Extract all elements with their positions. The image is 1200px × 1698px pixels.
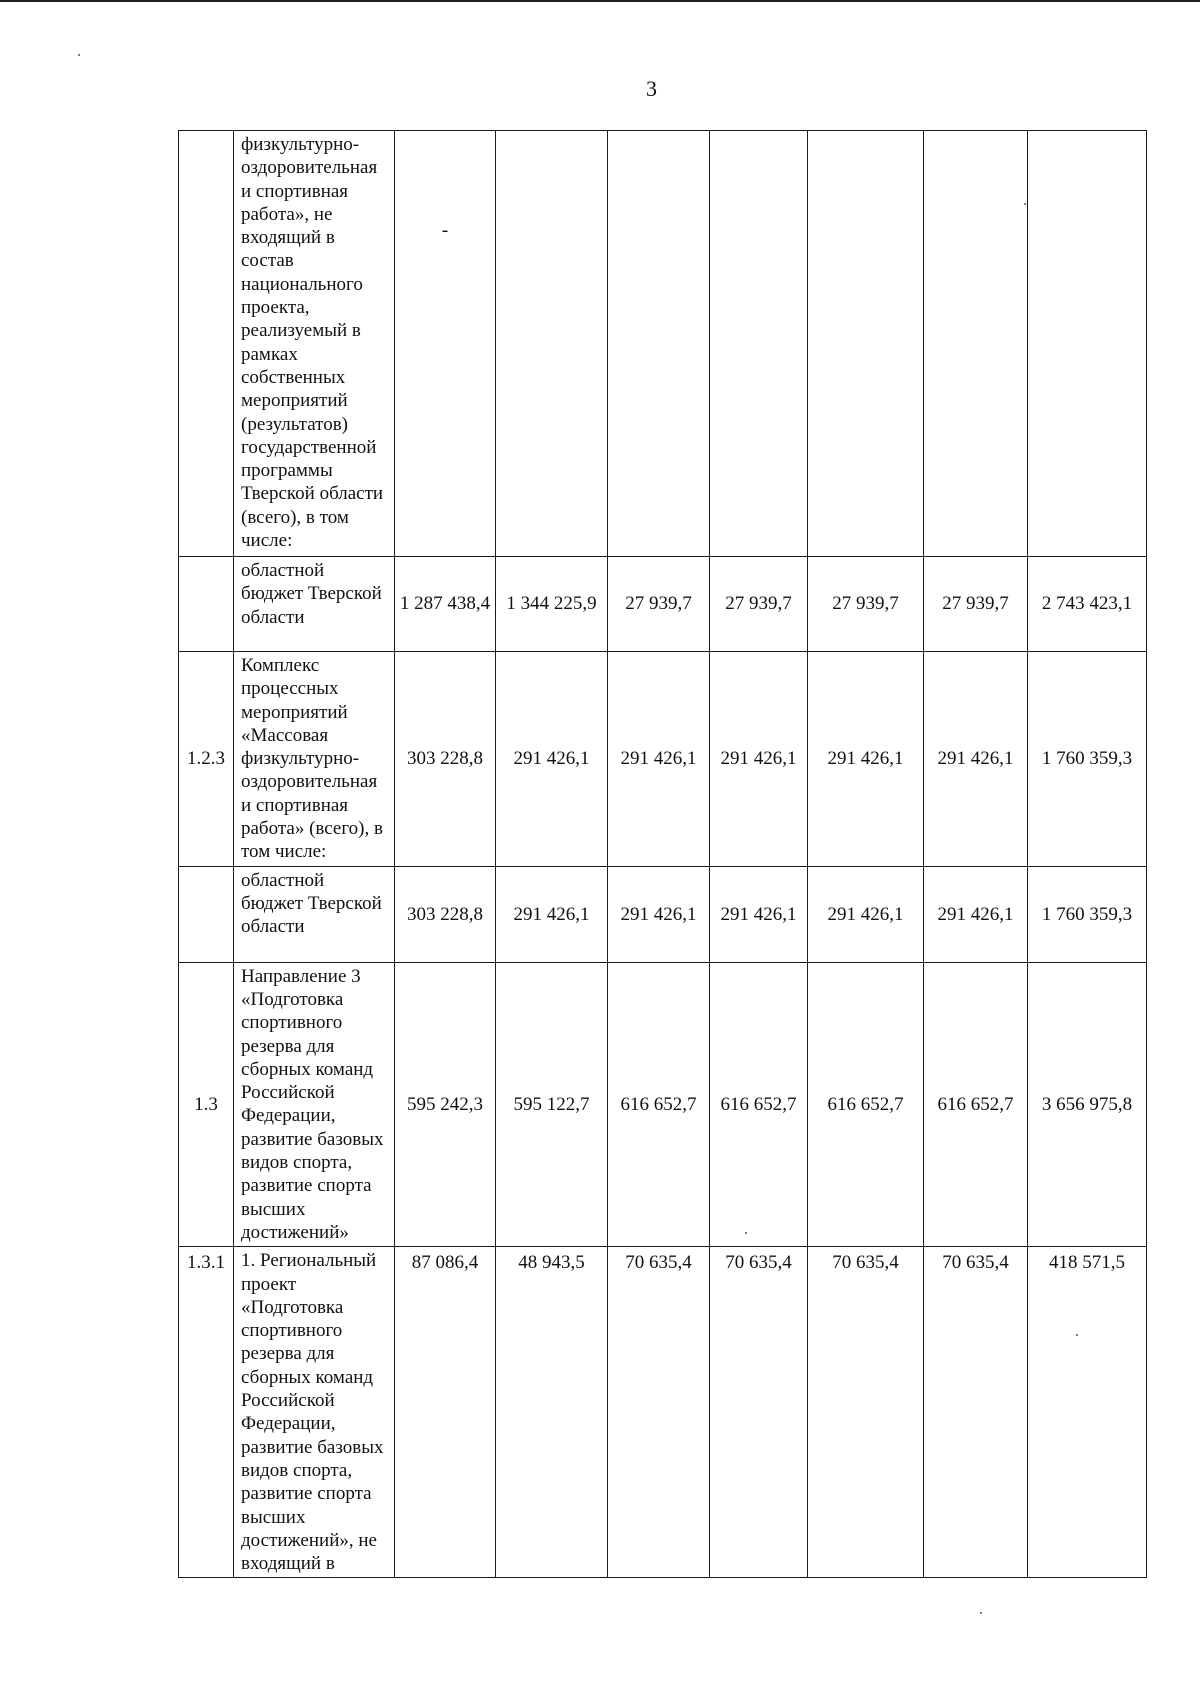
value-cell: 1 344 225,9 xyxy=(496,557,608,652)
row-code xyxy=(179,866,234,962)
value-cell: 291 426,1 xyxy=(496,866,608,962)
row-code: 1.3.1 xyxy=(179,1247,234,1578)
value-cell: 70 635,4 xyxy=(924,1247,1028,1578)
value-cell: 291 426,1 xyxy=(608,866,710,962)
value-cell: 291 426,1 xyxy=(710,652,808,867)
value-cell: 291 426,1 xyxy=(496,652,608,867)
table-row xyxy=(179,131,1147,557)
value-cell: 616 652,7 xyxy=(710,962,808,1247)
value-cell xyxy=(395,131,496,557)
scan-speck xyxy=(78,54,80,56)
value-cell: 27 939,7 xyxy=(808,557,924,652)
budget-table xyxy=(178,130,1147,1578)
row-code: 1.2.3 xyxy=(179,652,234,867)
table-row xyxy=(179,962,1147,1247)
row-name: 1. Региональный проект «Подготовка спортивного резерва для сборных команд Российской Федерации, развитие базовых видов спорта, развитие спорта высших достижений», не входящий в xyxy=(234,1247,395,1578)
table-row xyxy=(179,652,1147,867)
row-code: 1.3 xyxy=(179,962,234,1247)
value-cell: 616 652,7 xyxy=(924,962,1028,1247)
value-cell: 291 426,1 xyxy=(924,652,1028,867)
value-cell: 48 943,5 xyxy=(496,1247,608,1578)
row-name: Комплекс процессных мероприятий «Массовая физкультурно-оздоровительная и спортивная работа» (всего), в том числе: xyxy=(234,652,395,867)
scan-speck xyxy=(980,1612,982,1614)
value-cell: 291 426,1 xyxy=(808,866,924,962)
value-cell xyxy=(608,131,710,557)
row-name: областной бюджет Тверской области xyxy=(234,866,395,962)
value-cell: 70 635,4 xyxy=(608,1247,710,1578)
value-cell: 27 939,7 xyxy=(924,557,1028,652)
row-name: областной бюджет Тверской области xyxy=(234,557,395,652)
value-cell: 1 287 438,4 xyxy=(395,557,496,652)
scan-top-border xyxy=(0,0,1200,2)
table-row xyxy=(179,866,1147,962)
value-cell: 303 228,8 xyxy=(395,866,496,962)
row-name: Направление 3 «Подготовка спортивного резерва для сборных команд Российской Федерации, развитие базовых видов спорта, развитие спорта высших достижений» xyxy=(234,962,395,1247)
value-cell xyxy=(808,131,924,557)
value-cell: 616 652,7 xyxy=(808,962,924,1247)
value-cell: 303 228,8 xyxy=(395,652,496,867)
value-cell: 87 086,4 xyxy=(395,1247,496,1578)
table-row xyxy=(179,557,1147,652)
value-cell: 2 743 423,1 xyxy=(1028,557,1147,652)
value-cell xyxy=(1028,131,1147,557)
value-cell: 418 571,5 xyxy=(1028,1247,1147,1578)
row-name: физкультурно-оздоровительная и спортивная работа», не входящий в состав национального проекта, реализуемый в рамках собственных мероприятий (результатов) государственной программы Тверской области (всего), в том числе: xyxy=(234,131,395,557)
page-number: 3 xyxy=(646,76,657,101)
value-cell: 1 760 359,3 xyxy=(1028,652,1147,867)
value-cell: 595 122,7 xyxy=(496,962,608,1247)
value-cell: 3 656 975,8 xyxy=(1028,962,1147,1247)
value-cell xyxy=(924,131,1028,557)
value-cell: 1 760 359,3 xyxy=(1028,866,1147,962)
value-cell xyxy=(496,131,608,557)
value-cell: 595 242,3 xyxy=(395,962,496,1247)
row-code xyxy=(179,557,234,652)
value-cell: 291 426,1 xyxy=(710,866,808,962)
value-cell xyxy=(710,131,808,557)
value-cell: 291 426,1 xyxy=(808,652,924,867)
value-cell: 616 652,7 xyxy=(608,962,710,1247)
value-cell: 70 635,4 xyxy=(808,1247,924,1578)
value-cell: 291 426,1 xyxy=(924,866,1028,962)
row-code xyxy=(179,131,234,557)
value-cell-text: - xyxy=(441,220,449,241)
table-row xyxy=(179,1247,1147,1578)
value-cell: 291 426,1 xyxy=(608,652,710,867)
value-cell: 27 939,7 xyxy=(710,557,808,652)
value-cell: 27 939,7 xyxy=(608,557,710,652)
value-cell: 70 635,4 xyxy=(710,1247,808,1578)
